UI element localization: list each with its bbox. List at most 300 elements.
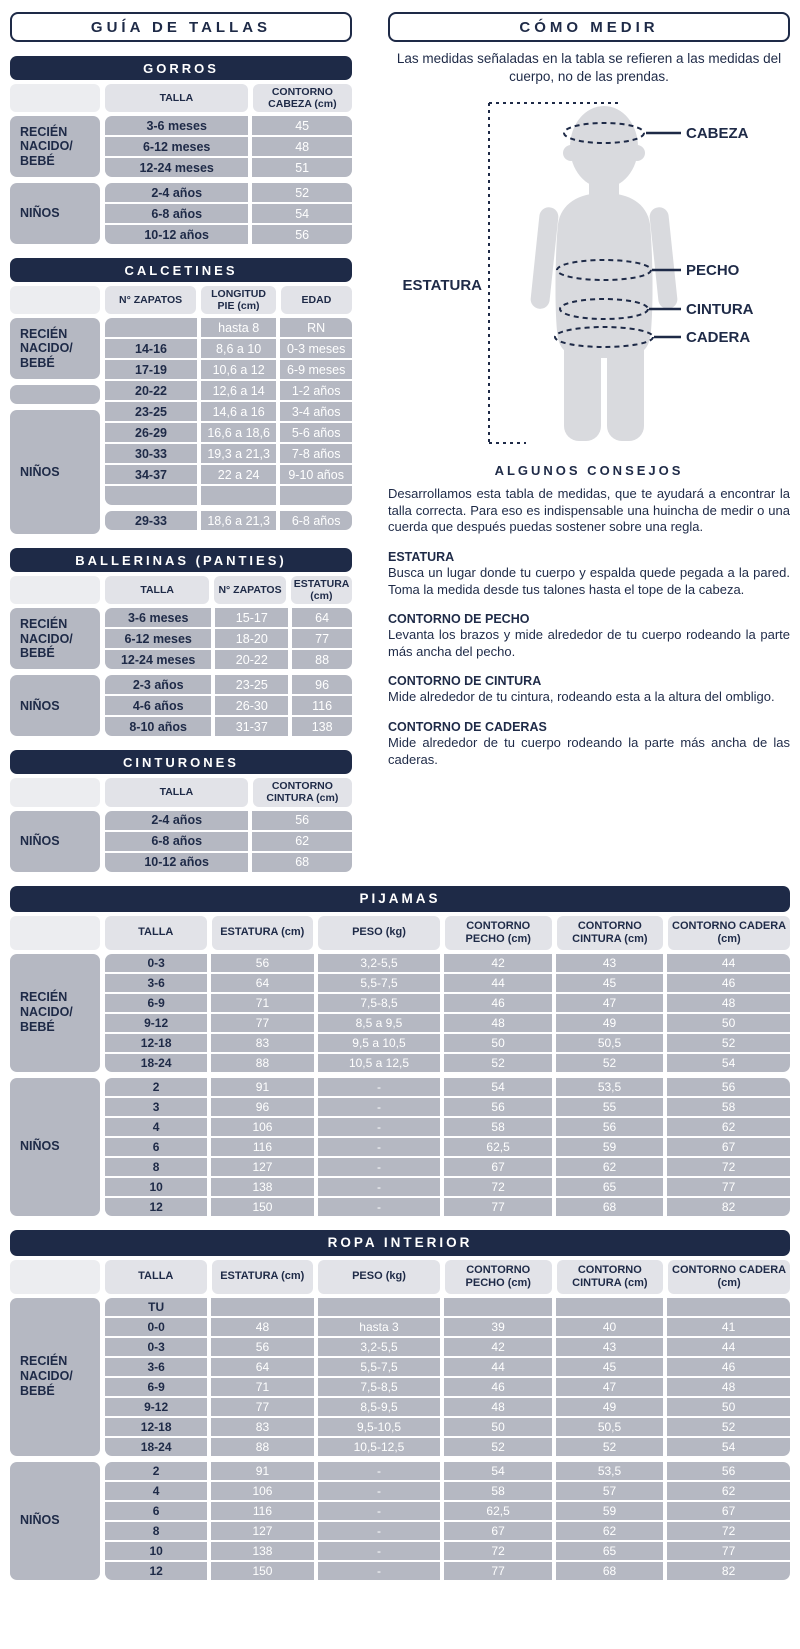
consejos-intro-paragraph: Desarrollamos esta tabla de medidas, que te ayudará a encontrar la talla correcta. Para eso es indispensable una huincha de medir o una cuerda que después puedas sostener sobre una regla. — [388, 486, 790, 535]
table-cell: 5,5-7,5 — [318, 1358, 441, 1376]
table-row — [105, 650, 352, 669]
table-cell: 8,5 a 9,5 — [318, 1014, 441, 1032]
table-cell: 62 — [667, 1482, 790, 1500]
table-cell: 82 — [667, 1562, 790, 1580]
table-cell: 2-4 años — [105, 811, 248, 830]
table-row — [105, 1522, 790, 1540]
table-cell: 58 — [667, 1098, 790, 1116]
table-cell: 5,5-7,5 — [318, 974, 441, 992]
table-cell: 6-8 años — [280, 511, 352, 530]
gorros-title-bar: GORROS — [10, 56, 352, 80]
table-cell: 59 — [556, 1138, 663, 1156]
table-cell: 10,6 a 12 — [201, 360, 276, 379]
table-row — [105, 1318, 790, 1336]
cinturones-table — [10, 750, 352, 871]
table-cell: 77 — [211, 1398, 313, 1416]
table-cell: 52 — [667, 1418, 790, 1436]
table-cell: 46 — [667, 974, 790, 992]
table-cell: 50 — [444, 1034, 551, 1052]
table-cell — [280, 486, 352, 505]
column-header: CONTORNO CINTURA (cm) — [557, 916, 664, 950]
row-group-label: RECIÉN NACIDO/ BEBÉ — [10, 1298, 100, 1456]
table-cell: 46 — [444, 1378, 551, 1396]
table-data — [105, 608, 352, 736]
column-header: ESTATURA (cm) — [212, 916, 314, 950]
row-group-labels — [10, 1298, 100, 1580]
row-group-label: NIÑOS — [10, 675, 100, 736]
table-cell: 18-20 — [215, 629, 288, 648]
table-cell: RN — [280, 318, 352, 337]
row-block — [105, 318, 352, 505]
column-header: PESO (kg) — [318, 1260, 440, 1294]
table-cell: 116 — [292, 696, 352, 715]
table-cell: 3-6 — [105, 974, 207, 992]
table-row — [105, 1178, 790, 1196]
table-cell: 3,2-5,5 — [318, 1338, 441, 1356]
table-cell: 39 — [444, 1318, 551, 1336]
top-section — [10, 12, 790, 872]
table-cell: 138 — [292, 717, 352, 736]
table-header-cells — [105, 286, 352, 314]
table-cell: 64 — [292, 608, 352, 627]
table-cell: 46 — [444, 994, 551, 1012]
table-cell: 59 — [556, 1502, 663, 1520]
row-block — [105, 1298, 790, 1456]
table-row — [105, 204, 352, 223]
row-group-label: RECIÉN NACIDO/ BEBÉ — [10, 116, 100, 177]
ballerinas-title-bar: BALLERINAS (PANTIES) — [10, 548, 352, 572]
table-cell: 88 — [211, 1054, 313, 1072]
table-cell: 55 — [556, 1098, 663, 1116]
table-row — [105, 1438, 790, 1456]
gorros-grid — [10, 84, 352, 244]
table-cell: 62,5 — [444, 1502, 551, 1520]
table-header-cells — [105, 778, 352, 806]
table-cell: - — [318, 1158, 441, 1176]
table-row — [105, 608, 352, 627]
table-data — [105, 318, 352, 534]
table-cell: - — [318, 1542, 441, 1560]
table-cell: 23-25 — [105, 402, 197, 421]
table-row — [105, 629, 352, 648]
table-row — [105, 318, 352, 337]
table-cell: 96 — [292, 675, 352, 694]
column-header: TALLA — [105, 1260, 207, 1294]
table-cell: 54 — [444, 1462, 551, 1480]
table-cell: 106 — [211, 1118, 313, 1136]
table-cell: 54 — [252, 204, 352, 223]
table-cell: 72 — [444, 1178, 551, 1196]
table-cell: 77 — [444, 1562, 551, 1580]
column-header: CONTORNO CADERA (cm) — [668, 916, 790, 950]
cinturones-title-bar: CINTURONES — [10, 750, 352, 774]
table-cell: 56 — [252, 811, 352, 830]
table-cell: 12,6 a 14 — [201, 381, 276, 400]
table-body — [10, 318, 352, 534]
gorros-table — [10, 56, 352, 244]
table-cell: - — [318, 1118, 441, 1136]
table-cell: 127 — [211, 1522, 313, 1540]
table-header-row — [10, 84, 352, 112]
table-cell: 82 — [667, 1198, 790, 1216]
table-row — [105, 183, 352, 202]
table-row — [105, 486, 352, 505]
table-cell: 71 — [211, 994, 313, 1012]
table-row — [105, 1098, 790, 1116]
table-cell: 12-18 — [105, 1034, 207, 1052]
table-cell: 10 — [105, 1542, 207, 1560]
table-body — [10, 1298, 790, 1580]
table-cell: 77 — [667, 1178, 790, 1196]
table-row — [105, 1078, 790, 1096]
table-cell: 12-18 — [105, 1418, 207, 1436]
table-cell: 7-8 años — [280, 444, 352, 463]
column-header: PESO (kg) — [318, 916, 440, 950]
row-block — [105, 608, 352, 669]
table-cell: 52 — [556, 1054, 663, 1072]
row-group-labels — [10, 608, 100, 736]
table-cell: 7,5-8,5 — [318, 994, 441, 1012]
table-cell: 50 — [444, 1418, 551, 1436]
table-cell: 4-6 años — [105, 696, 211, 715]
table-cell — [211, 1298, 313, 1316]
row-group-label: RECIÉN NACIDO/ BEBÉ — [10, 318, 100, 379]
table-row — [105, 717, 352, 736]
table-cell: 48 — [211, 1318, 313, 1336]
table-cell: 44 — [667, 954, 790, 972]
column-header: LONGITUD PIE (cm) — [201, 286, 276, 314]
table-row — [105, 225, 352, 244]
table-cell: 3-6 meses — [105, 116, 248, 135]
table-cell: - — [318, 1138, 441, 1156]
column-header: TALLA — [105, 916, 207, 950]
table-cell: 3-4 años — [280, 402, 352, 421]
table-cell: 0-3 — [105, 1338, 207, 1356]
column-header: TALLA — [105, 576, 209, 604]
table-cell: 54 — [667, 1438, 790, 1456]
table-cell: 14,6 a 16 — [201, 402, 276, 421]
table-cell: 56 — [444, 1098, 551, 1116]
child-silhouette — [530, 106, 679, 441]
cadera-label: CADERA — [686, 329, 751, 347]
table-cell: 56 — [667, 1462, 790, 1480]
table-row — [105, 954, 790, 972]
table-cell: 18,6 a 21,3 — [201, 511, 276, 530]
column-header: CONTORNO PECHO (cm) — [445, 1260, 552, 1294]
how-to-measure-column — [388, 12, 790, 872]
table-cell: 45 — [556, 974, 663, 992]
table-header-cells — [105, 576, 352, 604]
table-cell: 77 — [211, 1014, 313, 1032]
row-group-label: NIÑOS — [10, 811, 100, 872]
table-header-cells — [105, 84, 352, 112]
row-group-label: NIÑOS — [10, 410, 100, 534]
table-cell: 44 — [444, 1358, 551, 1376]
table-row — [105, 1158, 790, 1176]
table-cell: 57 — [556, 1482, 663, 1500]
table-cell: 6-9 — [105, 994, 207, 1012]
table-cell: 64 — [211, 974, 313, 992]
table-cell: 12-24 meses — [105, 158, 248, 177]
row-block — [105, 116, 352, 177]
table-cell: 64 — [211, 1358, 313, 1376]
table-cell: 18-24 — [105, 1054, 207, 1072]
tip-heading: CONTORNO DE PECHO — [388, 612, 530, 627]
table-body — [10, 608, 352, 736]
table-body — [10, 116, 352, 244]
table-cell: 48 — [667, 1378, 790, 1396]
table-cell: 20-22 — [105, 381, 197, 400]
table-cell: 138 — [211, 1178, 313, 1196]
table-cell: 0-3 meses — [280, 339, 352, 358]
table-cell: - — [318, 1502, 441, 1520]
table-row — [105, 1562, 790, 1580]
row-group-label — [10, 385, 100, 404]
table-cell: 150 — [211, 1198, 313, 1216]
table-cell: 45 — [252, 116, 352, 135]
table-cell: 8 — [105, 1522, 207, 1540]
column-header: ESTATURA (cm) — [212, 1260, 314, 1294]
calcetines-grid — [10, 286, 352, 534]
row-group-labels — [10, 811, 100, 872]
table-cell: 3 — [105, 1098, 207, 1116]
column-header: N° ZAPATOS — [214, 576, 285, 604]
row-block — [105, 1078, 790, 1216]
table-cell: 6-8 años — [105, 204, 248, 223]
table-corner-spacer — [10, 916, 100, 950]
table-cell: 72 — [444, 1542, 551, 1560]
table-cell: 91 — [211, 1078, 313, 1096]
table-cell: 10-12 años — [105, 853, 248, 872]
table-cell: 9-12 — [105, 1398, 207, 1416]
table-row — [105, 853, 352, 872]
table-cell: 56 — [667, 1078, 790, 1096]
table-cell: 3-6 meses — [105, 608, 211, 627]
table-cell: 77 — [292, 629, 352, 648]
table-cell: 17-19 — [105, 360, 197, 379]
table-cell: 52 — [667, 1034, 790, 1052]
table-cell: TU — [105, 1298, 207, 1316]
table-cell: 53,5 — [556, 1462, 663, 1480]
column-header: ESTATURA (cm) — [291, 576, 352, 604]
table-cell: 0-0 — [105, 1318, 207, 1336]
table-cell: 62 — [667, 1118, 790, 1136]
table-cell: 10,5 a 12,5 — [318, 1054, 441, 1072]
table-cell: 67 — [667, 1138, 790, 1156]
body-measurement-diagram — [394, 95, 784, 455]
pijamas-title-bar: PIJAMAS — [10, 886, 790, 912]
table-cell: - — [318, 1562, 441, 1580]
table-row — [105, 360, 352, 379]
table-cell: 88 — [211, 1438, 313, 1456]
table-row — [105, 158, 352, 177]
table-cell: 48 — [667, 994, 790, 1012]
tip-body: Mide alrededor de tu cuerpo rodeando la parte más ancha de las caderas. — [388, 735, 790, 767]
column-header: CONTORNO CINTURA (cm) — [253, 778, 352, 806]
table-cell: 6-12 meses — [105, 629, 211, 648]
table-row — [105, 1378, 790, 1396]
table-row — [105, 1418, 790, 1436]
table-cell: 14-16 — [105, 339, 197, 358]
table-row — [105, 1118, 790, 1136]
table-cell: 8 — [105, 1158, 207, 1176]
table-cell: 68 — [252, 853, 352, 872]
table-cell: 1-2 años — [280, 381, 352, 400]
table-header-row — [10, 778, 352, 806]
table-row — [105, 423, 352, 442]
pecho-label: PECHO — [686, 262, 740, 280]
table-cell: 53,5 — [556, 1078, 663, 1096]
table-cell: 44 — [667, 1338, 790, 1356]
table-cell: 12 — [105, 1562, 207, 1580]
row-group-label: NIÑOS — [10, 1078, 100, 1216]
table-row — [105, 1138, 790, 1156]
table-row — [105, 1542, 790, 1560]
table-cell: 67 — [444, 1522, 551, 1540]
table-cell: 2 — [105, 1462, 207, 1480]
table-cell: 6 — [105, 1502, 207, 1520]
table-cell: 19,3 a 21,3 — [201, 444, 276, 463]
table-cell: 48 — [444, 1398, 551, 1416]
table-cell: 9-10 años — [280, 465, 352, 484]
cinturones-grid — [10, 778, 352, 871]
ballerinas-grid — [10, 576, 352, 736]
table-data — [105, 116, 352, 244]
table-cell: 6-9 — [105, 1378, 207, 1396]
table-cell: 7,5-8,5 — [318, 1378, 441, 1396]
tip-contorno-cintura — [388, 674, 790, 706]
table-cell: 51 — [252, 158, 352, 177]
table-cell: 0-3 — [105, 954, 207, 972]
table-cell: 116 — [211, 1502, 313, 1520]
table-corner-spacer — [10, 576, 100, 604]
tip-contorno-pecho — [388, 612, 790, 660]
ropa-interior-grid — [10, 1260, 790, 1580]
column-header: CONTORNO PECHO (cm) — [445, 916, 552, 950]
column-header: EDAD — [281, 286, 352, 314]
table-cell: 26-29 — [105, 423, 197, 442]
table-cell: 50,5 — [556, 1034, 663, 1052]
table-cell: 68 — [556, 1562, 663, 1580]
row-group-label: RECIÉN NACIDO/ BEBÉ — [10, 954, 100, 1072]
column-header: CONTORNO CADERA (cm) — [668, 1260, 790, 1294]
table-corner-spacer — [10, 286, 100, 314]
table-row — [105, 137, 352, 156]
ropa-interior-table — [10, 1230, 790, 1580]
row-group-labels — [10, 318, 100, 534]
table-cell: 49 — [556, 1398, 663, 1416]
table-cell: 58 — [444, 1118, 551, 1136]
table-cell: 8,5-9,5 — [318, 1398, 441, 1416]
table-cell: 2-3 años — [105, 675, 211, 694]
table-cell: 116 — [211, 1138, 313, 1156]
table-row — [105, 1298, 790, 1316]
table-cell: 10-12 años — [105, 225, 248, 244]
table-cell — [105, 486, 197, 505]
table-cell: 62,5 — [444, 1138, 551, 1156]
table-cell: - — [318, 1482, 441, 1500]
como-medir-intro: Las medidas señaladas en la tabla se refieren a las medidas del cuerpo, no de las prendas. — [396, 51, 782, 84]
table-data — [105, 1298, 790, 1580]
table-cell: 31-37 — [215, 717, 288, 736]
table-cell: 58 — [444, 1482, 551, 1500]
table-row — [105, 1338, 790, 1356]
table-row — [105, 465, 352, 484]
table-cell: 12 — [105, 1198, 207, 1216]
table-cell — [105, 318, 197, 337]
table-row — [105, 511, 352, 530]
pijamas-grid — [10, 916, 790, 1216]
table-cell: 56 — [211, 954, 313, 972]
table-cell: 56 — [252, 225, 352, 244]
table-cell: 62 — [556, 1522, 663, 1540]
algunos-consejos-title: ALGUNOS CONSEJOS — [494, 463, 684, 479]
table-data — [105, 954, 790, 1216]
table-row — [105, 832, 352, 851]
table-cell: 26-30 — [215, 696, 288, 715]
table-cell: - — [318, 1522, 441, 1540]
table-cell: 46 — [667, 1358, 790, 1376]
tip-body: Levanta los brazos y mide alrededor de tu cuerpo rodeando la parte más ancha del pecho. — [388, 627, 790, 659]
table-cell: 4 — [105, 1118, 207, 1136]
table-cell — [556, 1298, 663, 1316]
table-cell — [318, 1298, 441, 1316]
table-row — [105, 116, 352, 135]
table-cell: 3,2-5,5 — [318, 954, 441, 972]
table-cell: 65 — [556, 1542, 663, 1560]
table-cell: 138 — [211, 1542, 313, 1560]
table-cell: 54 — [444, 1078, 551, 1096]
guia-de-tallas-title: GUÍA DE TALLAS — [10, 12, 352, 42]
table-cell: 52 — [252, 183, 352, 202]
row-group-label: RECIÉN NACIDO/ BEBÉ — [10, 608, 100, 669]
table-corner-spacer — [10, 1260, 100, 1294]
table-cell: 6 — [105, 1138, 207, 1156]
cintura-label: CINTURA — [686, 301, 754, 319]
table-cell: 96 — [211, 1098, 313, 1116]
table-cell: 20-22 — [215, 650, 288, 669]
table-cell: 56 — [556, 1118, 663, 1136]
table-header-row — [10, 576, 352, 604]
table-cell: 9-12 — [105, 1014, 207, 1032]
row-group-label: NIÑOS — [10, 183, 100, 244]
table-cell: 88 — [292, 650, 352, 669]
table-cell: 42 — [444, 1338, 551, 1356]
table-cell: hasta 3 — [318, 1318, 441, 1336]
calcetines-title-bar: CALCETINES — [10, 258, 352, 282]
table-cell: 50 — [667, 1014, 790, 1032]
cabeza-label: CABEZA — [686, 125, 749, 143]
table-cell — [444, 1298, 551, 1316]
table-cell: 67 — [667, 1502, 790, 1520]
table-cell: - — [318, 1198, 441, 1216]
size-tables-column — [10, 12, 352, 872]
row-block — [105, 1462, 790, 1580]
table-cell: 44 — [444, 974, 551, 992]
table-row — [105, 1502, 790, 1520]
table-cell: 2 — [105, 1078, 207, 1096]
table-cell: 72 — [667, 1522, 790, 1540]
table-cell: 2-4 años — [105, 183, 248, 202]
tip-estatura — [388, 550, 790, 598]
table-cell: 29-33 — [105, 511, 197, 530]
calcetines-table — [10, 258, 352, 534]
table-cell: 83 — [211, 1034, 313, 1052]
table-cell — [667, 1298, 790, 1316]
table-row — [105, 1198, 790, 1216]
table-cell: 83 — [211, 1418, 313, 1436]
table-header-cells — [105, 1260, 790, 1294]
